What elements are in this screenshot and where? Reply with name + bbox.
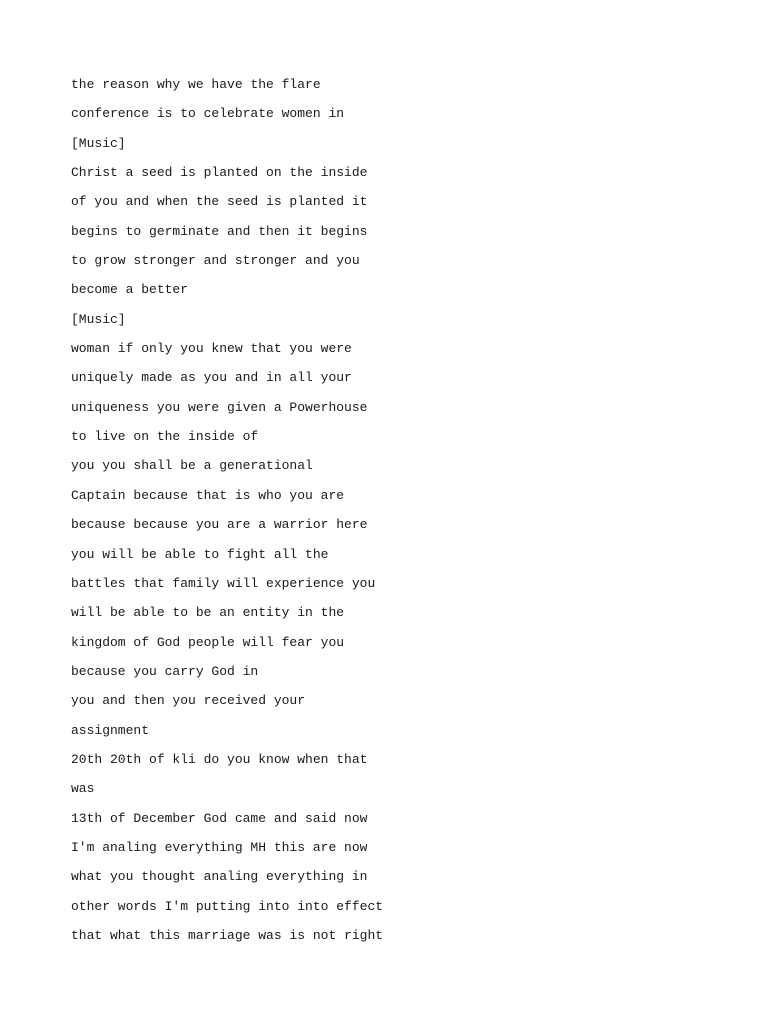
transcript-line: Captain because that is who you are bbox=[71, 487, 345, 503]
transcript-line: [Music] bbox=[71, 135, 126, 151]
transcript-line: [Music] bbox=[71, 311, 126, 327]
transcript-line: battles that family will experience you bbox=[71, 575, 376, 591]
transcript-line: kingdom of God people will fear you bbox=[71, 634, 345, 650]
transcript-line: you you shall be a generational bbox=[71, 458, 313, 474]
transcript-line: Christ a seed is planted on the inside bbox=[71, 165, 368, 181]
transcript-line: will be able to be an entity in the bbox=[71, 605, 345, 621]
transcript-line: other words I'm putting into into effect bbox=[71, 898, 384, 914]
transcript-line: I'm analing everything MH this are now bbox=[71, 839, 368, 855]
transcript-line: to live on the inside of bbox=[71, 429, 259, 445]
transcript-line: was bbox=[71, 781, 95, 797]
transcript-line: because you carry God in bbox=[71, 663, 259, 679]
transcript-line: you will be able to fight all the bbox=[71, 546, 329, 562]
transcript-line: what you thought analing everything in bbox=[71, 869, 368, 885]
transcript-line: assignment bbox=[71, 722, 150, 738]
transcript-line: you and then you received your bbox=[71, 693, 306, 709]
transcript-line: conference is to celebrate women in bbox=[71, 106, 345, 122]
transcript-line: become a better bbox=[71, 282, 189, 298]
transcript-line: 20th 20th of kli do you know when that bbox=[71, 751, 368, 767]
transcript-line: because because you are a warrior here bbox=[71, 517, 368, 533]
transcript-line: uniquely made as you and in all your bbox=[71, 370, 352, 386]
transcript-line: to grow stronger and stronger and you bbox=[71, 253, 360, 269]
transcript-line: that what this marriage was is not right bbox=[71, 927, 384, 943]
transcript-line: uniqueness you were given a Powerhouse bbox=[71, 399, 368, 415]
transcript-page bbox=[71, 70, 711, 950]
transcript-line: begins to germinate and then it begins bbox=[71, 223, 368, 239]
transcript-line: woman if only you knew that you were bbox=[71, 341, 352, 357]
transcript-line: the reason why we have the flare bbox=[71, 77, 321, 92]
transcript-line: of you and when the seed is planted it bbox=[71, 194, 368, 210]
transcript-line: 13th of December God came and said now bbox=[71, 810, 368, 826]
